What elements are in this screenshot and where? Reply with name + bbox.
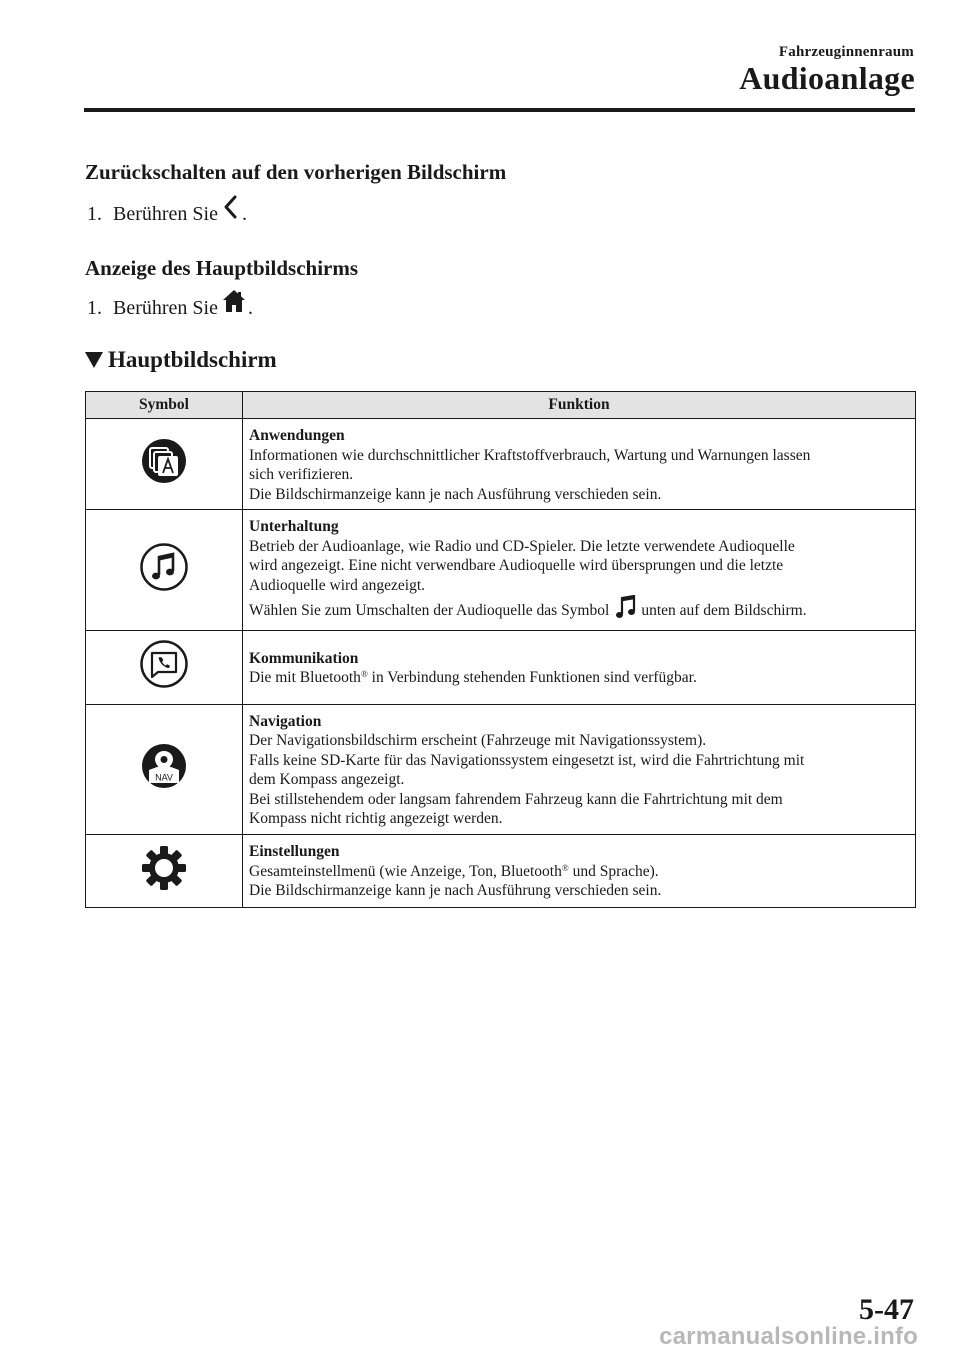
row-title: Einstellungen [249,843,340,861]
phone-message-icon [140,675,188,692]
page-number: 5-47 [859,1293,914,1326]
applications-icon [141,471,187,488]
chevron-left-icon [222,194,240,226]
gear-icon [140,879,188,896]
home-icon [222,288,246,320]
row-text: Wählen Sie zum Umschalten der Audioquelle das Symbol unten auf dem Bildschirm. [249,595,907,625]
row-text: Kompass nicht richtig angezeigt werden. [249,810,503,827]
nav-label: NAV [155,772,173,783]
header-rule [84,108,915,112]
step-number: 1. [87,203,102,225]
row-title: Kommunikation [249,649,359,667]
page-title: Audioanlage [739,60,915,96]
step-text: Berühren Sie [113,297,218,319]
step-end: . [241,203,247,225]
section-heading [85,347,277,373]
row-text: Informationen wie durchschnittlicher Kraftstoffverbrauch, Wartung und Warnungen lassen [249,446,811,464]
row-text: Gesamteinstellmenü (wie Anzeige, Ton, Bluetooth® und Sprache). [249,862,659,880]
row-text: Betrieb der Audioanlage, wie Radio und CD-Spieler. Die letzte verwendete Audioquelle [249,537,795,555]
table-row [86,419,916,510]
step-text: Berühren Sie [113,203,218,225]
table-row [86,704,916,834]
row-title: Navigation [249,712,322,730]
triangle-marker-icon [85,352,103,368]
row-text: Audioquelle wird angezeigt. [249,576,426,594]
row-text: Bei stillstehendem oder langsam fahrendem Fahrzeug kann die Fahrtrichtung mit dem [249,790,783,808]
navigation-icon [141,772,187,793]
col-symbol: Symbol [86,392,243,419]
table-row [86,630,916,704]
home-step [87,288,253,320]
row-title: Anwendungen [249,427,345,444]
back-step [87,194,247,226]
row-text: Die mit Bluetooth® in Verbindung stehenden Funktionen sind verfügbar. [249,669,697,686]
row-text: Der Navigationsbildschirm erscheint (Fahrzeuge mit Navigationssystem). [249,732,707,749]
back-heading: Zurückschalten auf den vorherigen Bildschirm [85,160,507,184]
table-header-row [86,392,916,419]
row-text: Die Bildschirmanzeige kann je nach Ausführung verschieden sein. [249,882,662,900]
table-row [86,510,916,631]
row-text: Die Bildschirmanzeige kann je nach Ausführung verschieden sein. [249,485,662,503]
row-title: Unterhaltung [249,518,339,535]
symbol-function-table [85,391,916,908]
music-note-icon [140,578,188,595]
step-number: 1. [87,297,102,319]
table-row [86,834,916,907]
row-text: sich verifizieren. [249,466,354,483]
row-text: Falls keine SD-Karte für das Navigationssystem eingesetzt ist, wird die Fahrtrichtung mit [249,751,805,769]
col-function: Funktion [243,392,916,419]
row-text: wird angezeigt. Eine nicht verwendbare Audioquelle wird übersprungen und die letzte [249,557,784,574]
header-section: Fahrzeuginnenraum [778,44,914,60]
section-heading-text: Hauptbildschirm [108,347,277,372]
row-text: dem Kompass angezeigt. [249,771,405,788]
step-end: . [247,297,253,319]
footer-watermark: carmanualsonline.info [659,1323,918,1350]
music-note-icon [615,595,637,625]
home-heading: Anzeige des Hauptbildschirms [85,256,359,280]
